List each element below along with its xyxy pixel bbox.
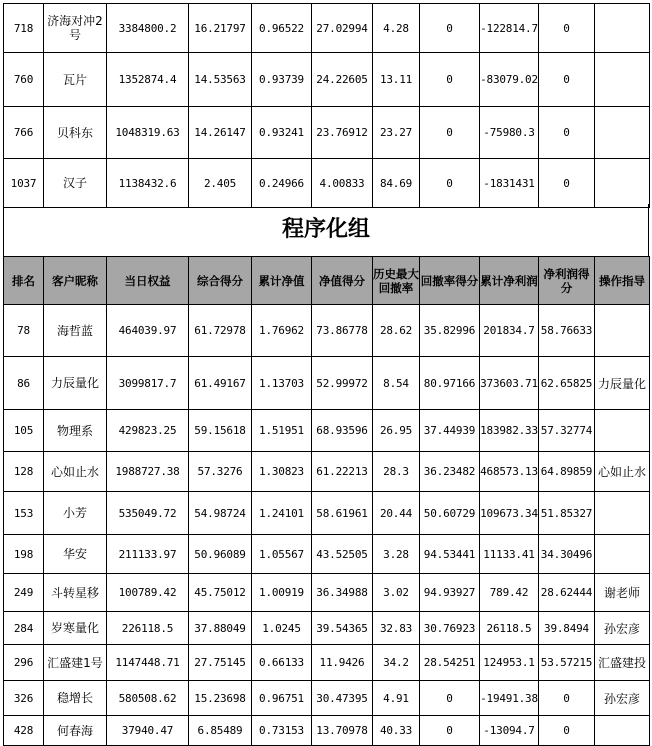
- name-cell: 汇盛建1号: [44, 645, 107, 681]
- group-title: 程序化组: [3, 204, 649, 257]
- drawdown-cell: 28.62: [373, 305, 420, 357]
- nav-score-cell: 30.47395: [312, 681, 373, 716]
- score-cell: 6.85489: [189, 716, 252, 746]
- net-profit-cell: 201834.7: [480, 305, 539, 357]
- nav-score-cell: 11.9426: [312, 645, 373, 681]
- name-cell: 岁寒量化: [44, 612, 107, 645]
- guide-cell: [595, 4, 650, 53]
- name-cell: 何春海: [44, 716, 107, 746]
- header-row: [4, 257, 650, 305]
- nav-cell: 1.05567: [252, 535, 312, 574]
- net-profit-score-cell: 0: [539, 53, 595, 107]
- guide-cell: [595, 535, 650, 574]
- table-row: [4, 357, 650, 410]
- equity-cell: 580508.62: [107, 681, 189, 716]
- net-profit-score-cell: 51.85327: [539, 492, 595, 535]
- net-profit-cell: 26118.5: [480, 612, 539, 645]
- equity-cell: 429823.25: [107, 410, 189, 452]
- name-cell: 小芳: [44, 492, 107, 535]
- drawdown-score-cell: 0: [420, 716, 480, 746]
- nav-score-cell: 61.22213: [312, 452, 373, 492]
- rank-cell: 428: [4, 716, 44, 746]
- net-profit-cell: -19491.38: [480, 681, 539, 716]
- header-drawdown-score: 回撤率得分: [420, 257, 480, 305]
- nav-score-cell: 4.00833: [312, 159, 373, 208]
- nav-score-cell: 27.02994: [312, 4, 373, 53]
- name-cell: 华安: [44, 535, 107, 574]
- score-cell: 61.49167: [189, 357, 252, 410]
- net-profit-cell: -83079.02: [480, 53, 539, 107]
- name-cell: 斗转星移: [44, 574, 107, 612]
- net-profit-cell: 373603.71: [480, 357, 539, 410]
- name-cell: 力辰量化: [44, 357, 107, 410]
- nav-score-cell: 68.93596: [312, 410, 373, 452]
- equity-cell: 1352874.4: [107, 53, 189, 107]
- drawdown-score-cell: 30.76923: [420, 612, 480, 645]
- table-row: [4, 492, 650, 535]
- score-cell: 57.3276: [189, 452, 252, 492]
- name-cell: 济海对冲2号: [44, 4, 107, 53]
- table-row: [4, 452, 650, 492]
- equity-cell: 226118.5: [107, 612, 189, 645]
- guide-cell: [595, 716, 650, 746]
- net-profit-score-cell: 62.65825: [539, 357, 595, 410]
- guide-cell: 孙宏彦: [595, 681, 650, 716]
- nav-cell: 0.93739: [252, 53, 312, 107]
- name-cell: 物理系: [44, 410, 107, 452]
- nav-score-cell: 23.76912: [312, 107, 373, 159]
- guide-cell: [595, 410, 650, 452]
- drawdown-cell: 3.28: [373, 535, 420, 574]
- drawdown-score-cell: 0: [420, 159, 480, 208]
- table-row: [4, 645, 650, 681]
- rank-cell: 78: [4, 305, 44, 357]
- guide-cell: 汇盛建投: [595, 645, 650, 681]
- nav-cell: 0.73153: [252, 716, 312, 746]
- rank-cell: 718: [4, 4, 44, 53]
- score-cell: 2.405: [189, 159, 252, 208]
- equity-cell: 1048319.63: [107, 107, 189, 159]
- header-name: 客户昵称: [44, 257, 107, 305]
- nav-cell: 1.13703: [252, 357, 312, 410]
- equity-cell: 1138432.6: [107, 159, 189, 208]
- net-profit-score-cell: 0: [539, 4, 595, 53]
- table-row: [4, 107, 650, 159]
- drawdown-score-cell: 0: [420, 107, 480, 159]
- net-profit-cell: 124953.1: [480, 645, 539, 681]
- nav-score-cell: 73.86778: [312, 305, 373, 357]
- nav-score-cell: 13.70978: [312, 716, 373, 746]
- net-profit-cell: 789.42: [480, 574, 539, 612]
- rank-cell: 1037: [4, 159, 44, 208]
- guide-cell: [595, 53, 650, 107]
- nav-cell: 0.96522: [252, 4, 312, 53]
- table-row: [4, 410, 650, 452]
- table-row: [4, 4, 650, 53]
- equity-cell: 211133.97: [107, 535, 189, 574]
- guide-cell: 谢老师: [595, 574, 650, 612]
- guide-cell: [595, 305, 650, 357]
- net-profit-cell: 468573.13: [480, 452, 539, 492]
- table-row: [4, 305, 650, 357]
- table-row: [4, 681, 650, 716]
- name-cell: 汉子: [44, 159, 107, 208]
- rank-cell: 760: [4, 53, 44, 107]
- guide-cell: 心如止水: [595, 452, 650, 492]
- name-cell: 海哲蓝: [44, 305, 107, 357]
- nav-cell: 1.0245: [252, 612, 312, 645]
- rank-cell: 326: [4, 681, 44, 716]
- net-profit-score-cell: 53.57215: [539, 645, 595, 681]
- net-profit-score-cell: 58.76633: [539, 305, 595, 357]
- equity-cell: 3384800.2: [107, 4, 189, 53]
- drawdown-score-cell: 94.93927: [420, 574, 480, 612]
- guide-cell: 力辰量化: [595, 357, 650, 410]
- drawdown-score-cell: 36.23482: [420, 452, 480, 492]
- nav-score-cell: 36.34988: [312, 574, 373, 612]
- drawdown-cell: 32.83: [373, 612, 420, 645]
- drawdown-cell: 3.02: [373, 574, 420, 612]
- equity-cell: 3099817.7: [107, 357, 189, 410]
- rank-cell: 153: [4, 492, 44, 535]
- guide-cell: 孙宏彦: [595, 612, 650, 645]
- drawdown-score-cell: 37.44939: [420, 410, 480, 452]
- rank-cell: 766: [4, 107, 44, 159]
- net-profit-cell: -13094.7: [480, 716, 539, 746]
- score-cell: 15.23698: [189, 681, 252, 716]
- name-cell: 稳增长: [44, 681, 107, 716]
- drawdown-score-cell: 0: [420, 681, 480, 716]
- net-profit-score-cell: 28.62444: [539, 574, 595, 612]
- drawdown-cell: 13.11: [373, 53, 420, 107]
- nav-cell: 0.96751: [252, 681, 312, 716]
- net-profit-cell: -1831431: [480, 159, 539, 208]
- header-score: 综合得分: [189, 257, 252, 305]
- header-nav-score: 净值得分: [312, 257, 373, 305]
- drawdown-cell: 4.28: [373, 4, 420, 53]
- net-profit-score-cell: 0: [539, 681, 595, 716]
- net-profit-score-cell: 57.32774: [539, 410, 595, 452]
- equity-cell: 535049.72: [107, 492, 189, 535]
- program-group-table: [3, 256, 650, 746]
- net-profit-cell: -75980.3: [480, 107, 539, 159]
- guide-cell: [595, 107, 650, 159]
- score-cell: 14.26147: [189, 107, 252, 159]
- table-row: [4, 53, 650, 107]
- nav-cell: 0.24966: [252, 159, 312, 208]
- nav-cell: 1.51951: [252, 410, 312, 452]
- guide-cell: [595, 159, 650, 208]
- net-profit-score-cell: 64.89859: [539, 452, 595, 492]
- equity-cell: 464039.97: [107, 305, 189, 357]
- score-cell: 50.96089: [189, 535, 252, 574]
- nav-score-cell: 43.52505: [312, 535, 373, 574]
- header-nav: 累计净值: [252, 257, 312, 305]
- score-cell: 54.98724: [189, 492, 252, 535]
- rank-cell: 86: [4, 357, 44, 410]
- name-cell: 贝科东: [44, 107, 107, 159]
- drawdown-cell: 20.44: [373, 492, 420, 535]
- drawdown-score-cell: 28.54251: [420, 645, 480, 681]
- net-profit-cell: -122814.7: [480, 4, 539, 53]
- drawdown-score-cell: 80.97166: [420, 357, 480, 410]
- drawdown-cell: 40.33: [373, 716, 420, 746]
- score-cell: 61.72978: [189, 305, 252, 357]
- equity-cell: 1147448.71: [107, 645, 189, 681]
- score-cell: 14.53563: [189, 53, 252, 107]
- nav-cell: 1.24101: [252, 492, 312, 535]
- rank-cell: 105: [4, 410, 44, 452]
- nav-cell: 1.76962: [252, 305, 312, 357]
- header-guide: 操作指导: [595, 257, 650, 305]
- nav-cell: 1.30823: [252, 452, 312, 492]
- drawdown-score-cell: 50.60729: [420, 492, 480, 535]
- header-equity: 当日权益: [107, 257, 189, 305]
- net-profit-score-cell: 0: [539, 716, 595, 746]
- nav-cell: 1.00919: [252, 574, 312, 612]
- drawdown-score-cell: 35.82996: [420, 305, 480, 357]
- net-profit-score-cell: 34.30496: [539, 535, 595, 574]
- score-cell: 45.75012: [189, 574, 252, 612]
- drawdown-score-cell: 0: [420, 4, 480, 53]
- rank-cell: 284: [4, 612, 44, 645]
- name-cell: 瓦片: [44, 53, 107, 107]
- name-cell: 心如止水: [44, 452, 107, 492]
- table-row: [4, 716, 650, 746]
- net-profit-cell: 183982.33: [480, 410, 539, 452]
- drawdown-cell: 84.69: [373, 159, 420, 208]
- net-profit-cell: 11133.41: [480, 535, 539, 574]
- drawdown-score-cell: 0: [420, 53, 480, 107]
- score-cell: 37.88049: [189, 612, 252, 645]
- equity-cell: 100789.42: [107, 574, 189, 612]
- drawdown-cell: 34.2: [373, 645, 420, 681]
- drawdown-cell: 4.91: [373, 681, 420, 716]
- rank-cell: 296: [4, 645, 44, 681]
- table-row: [4, 159, 650, 208]
- score-cell: 59.15618: [189, 410, 252, 452]
- net-profit-score-cell: 0: [539, 159, 595, 208]
- rank-cell: 128: [4, 452, 44, 492]
- score-cell: 16.21797: [189, 4, 252, 53]
- header-net-profit-score: 净利润得分: [539, 257, 595, 305]
- drawdown-score-cell: 94.53441: [420, 535, 480, 574]
- equity-cell: 1988727.38: [107, 452, 189, 492]
- nav-cell: 0.93241: [252, 107, 312, 159]
- header-net-profit: 累计净利润: [480, 257, 539, 305]
- header-drawdown: 历史最大回撤率: [373, 257, 420, 305]
- net-profit-score-cell: 39.8494: [539, 612, 595, 645]
- drawdown-cell: 26.95: [373, 410, 420, 452]
- net-profit-cell: 109673.34: [480, 492, 539, 535]
- header-rank: 排名: [4, 257, 44, 305]
- drawdown-cell: 28.3: [373, 452, 420, 492]
- guide-cell: [595, 492, 650, 535]
- drawdown-cell: 23.27: [373, 107, 420, 159]
- rank-cell: 198: [4, 535, 44, 574]
- net-profit-score-cell: 0: [539, 107, 595, 159]
- score-cell: 27.75145: [189, 645, 252, 681]
- table-row: [4, 535, 650, 574]
- table-row: [4, 612, 650, 645]
- drawdown-cell: 8.54: [373, 357, 420, 410]
- nav-cell: 0.66133: [252, 645, 312, 681]
- nav-score-cell: 24.22605: [312, 53, 373, 107]
- nav-score-cell: 52.99972: [312, 357, 373, 410]
- table-row: [4, 574, 650, 612]
- nav-score-cell: 39.54365: [312, 612, 373, 645]
- top-ranking-table: [3, 3, 650, 208]
- equity-cell: 37940.47: [107, 716, 189, 746]
- nav-score-cell: 58.61961: [312, 492, 373, 535]
- rank-cell: 249: [4, 574, 44, 612]
